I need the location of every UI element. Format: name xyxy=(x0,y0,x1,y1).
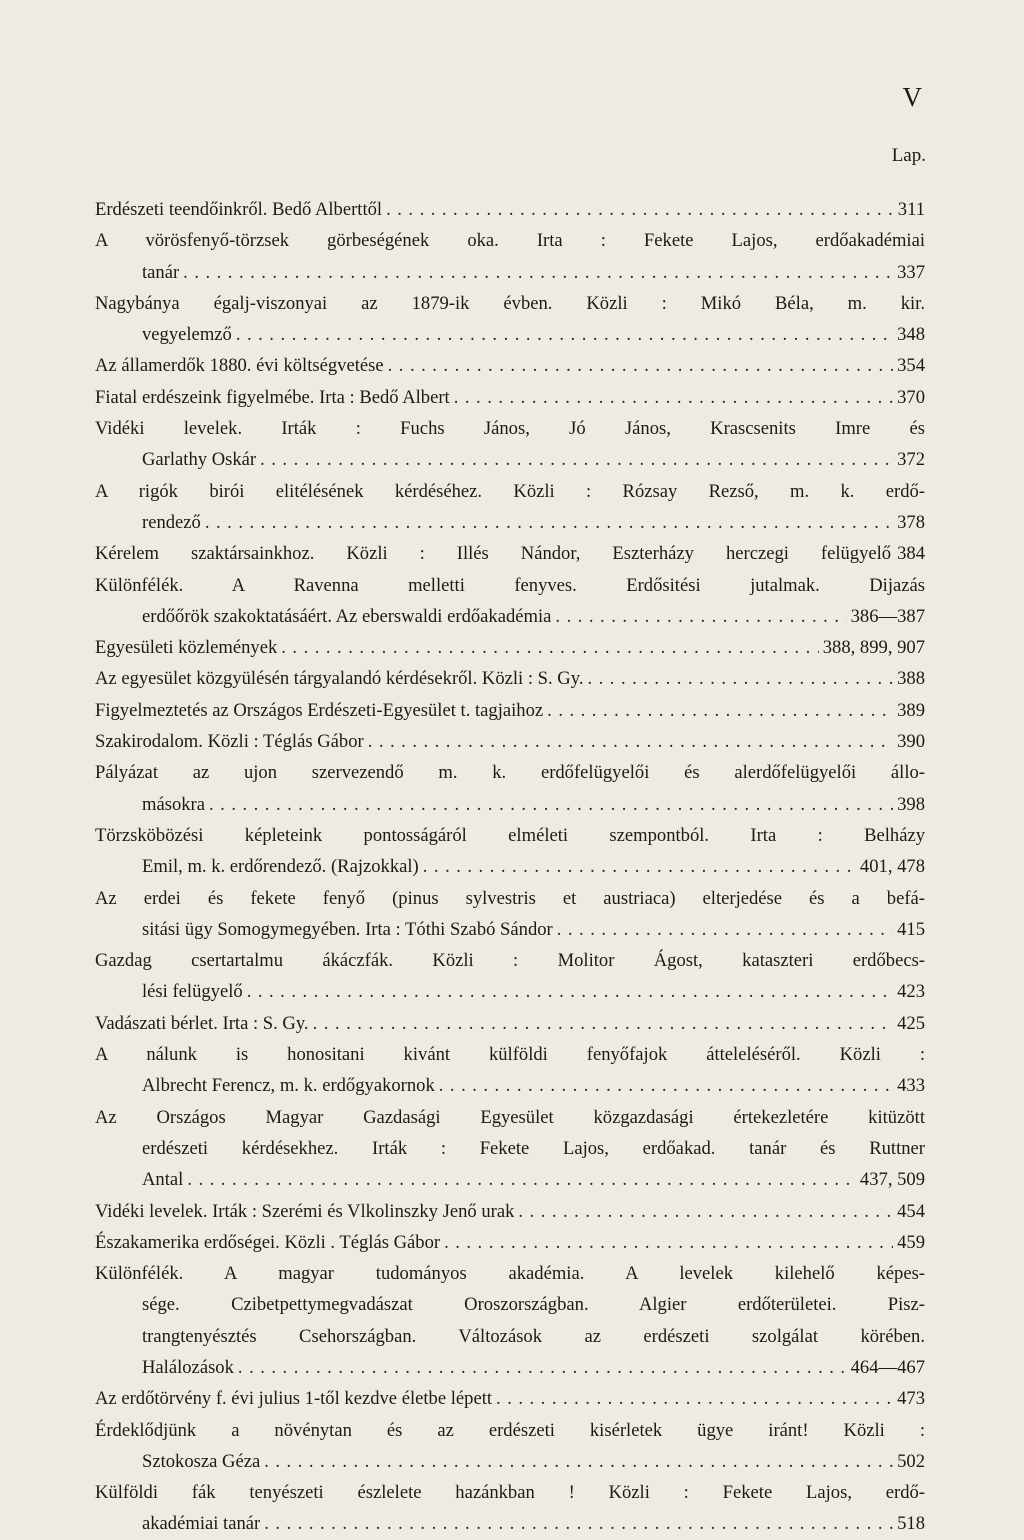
leader-dots xyxy=(260,444,893,475)
toc-entry-title: Különfélék. A Ravenna melletti fenyves. Erdősitési jutalmak. Dijazás xyxy=(95,574,925,596)
toc-page-number: 473 xyxy=(897,1388,925,1410)
leader-dots xyxy=(587,663,893,694)
toc-entry-title: Nagybánya égalj-viszonyai az 1879-ik évben. Közli : Mikó Béla, m. kir. xyxy=(95,292,925,314)
toc-entry-line xyxy=(95,444,925,475)
toc-entry-title: Figyelmeztetés az Országos Erdészeti-Egyesület t. tagjaihoz xyxy=(95,699,544,721)
toc-entry xyxy=(95,350,925,381)
toc-entry-line xyxy=(95,663,925,694)
leader-dots xyxy=(547,695,893,726)
toc-entry-line xyxy=(95,1508,925,1539)
toc-entry-line xyxy=(95,319,925,350)
toc-entry-line xyxy=(95,789,925,820)
toc-entry-line xyxy=(95,820,925,851)
toc-entry-line xyxy=(95,1415,925,1446)
toc-entry-line xyxy=(95,945,925,976)
toc-entry-title: Az erdei és fekete fenyő (pinus sylvestris et austriaca) elterjedése és a befá- xyxy=(95,887,925,909)
toc-entry-line xyxy=(95,507,925,538)
leader-dots xyxy=(496,1383,893,1414)
toc-page-number: 433 xyxy=(897,1075,925,1097)
toc-page-number: 464—467 xyxy=(850,1356,925,1378)
toc-entry xyxy=(95,413,925,476)
toc-entry-line xyxy=(95,257,925,288)
toc-entry xyxy=(95,476,925,539)
toc-page-number: 459 xyxy=(897,1231,925,1253)
toc-entry-line xyxy=(95,1321,925,1352)
toc-entry-line xyxy=(95,851,925,882)
toc-entry xyxy=(95,225,925,288)
leader-dots xyxy=(313,1008,894,1039)
toc-page-number: 378 xyxy=(897,511,925,533)
toc-entry-title: Különfélék. A magyar tudományos akadémia. A levelek kilehelő képes- xyxy=(95,1263,925,1285)
toc-entry-title: Albrecht Ferencz, m. k. erdőgyakornok xyxy=(142,1075,435,1097)
toc-entry-title: Az Országos Magyar Gazdasági Egyesület közgazdasági értekezletére kitüzött xyxy=(95,1106,925,1128)
toc-entry-title: erdőőrök szakoktatásáért. Az eberswaldi erdőakadémia xyxy=(142,605,552,627)
leader-dots xyxy=(439,1070,893,1101)
toc-entry-line xyxy=(95,382,925,413)
toc-entry-line xyxy=(95,601,925,632)
toc-entry-line xyxy=(95,1227,925,1258)
toc-entry-line xyxy=(95,1352,925,1383)
leader-dots xyxy=(264,1508,893,1539)
toc-entry-title: Emil, m. k. erdőrendező. (Rajzokkal) xyxy=(142,856,419,878)
toc-entry-title: vegyelemző xyxy=(142,324,232,346)
toc-entry-line xyxy=(95,413,925,444)
toc-entry-line xyxy=(95,976,925,1007)
toc-entry-title: Sztokosza Géza xyxy=(142,1450,261,1472)
toc-entry xyxy=(95,1227,925,1258)
leader-dots xyxy=(281,632,818,663)
toc-entry xyxy=(95,820,925,883)
toc-entry-line xyxy=(95,1070,925,1101)
toc-entry-line xyxy=(95,538,925,569)
toc-entry-line xyxy=(95,695,925,726)
leader-dots xyxy=(236,319,893,350)
toc-entry xyxy=(95,1008,925,1039)
toc-entry-title: trangtenyésztés Csehországban. Változások az erdészeti szolgálat körében. xyxy=(142,1325,925,1347)
toc-entry xyxy=(95,1039,925,1102)
toc-entry xyxy=(95,945,925,1008)
leader-dots xyxy=(557,914,893,945)
toc-entry-line xyxy=(95,726,925,757)
toc-entry xyxy=(95,632,925,663)
leader-dots xyxy=(555,601,846,632)
toc-entry xyxy=(95,757,925,820)
toc-entry-title: Északamerika erdőségei. Közli . Téglás Gábor xyxy=(95,1231,441,1253)
table-of-contents xyxy=(95,194,925,1540)
toc-entry-title: Szakirodalom. Közli : Téglás Gábor xyxy=(95,731,364,753)
toc-entry xyxy=(95,1415,925,1478)
toc-page-number: 437, 509 xyxy=(859,1169,925,1191)
toc-entry-title: Érdeklődjünk a növénytan és az erdészeti kisérletek ügye iránt! Közli : xyxy=(95,1419,925,1441)
toc-page-number: 390 xyxy=(897,731,925,753)
toc-entry-title: tanár xyxy=(142,261,180,283)
toc-entry-title: Egyesületi közlemények xyxy=(95,637,278,659)
toc-entry xyxy=(95,1383,925,1414)
leader-dots xyxy=(368,726,893,757)
toc-page-number: 518 xyxy=(897,1513,925,1535)
toc-entry-title: A vörösfenyő-törzsek görbeségének oka. Irta : Fekete Lajos, erdőakadémiai xyxy=(95,230,925,252)
toc-entry-line xyxy=(95,757,925,788)
toc-entry xyxy=(95,570,925,633)
toc-entry xyxy=(95,695,925,726)
toc-entry-line xyxy=(95,914,925,945)
toc-entry xyxy=(95,1258,925,1383)
leader-dots xyxy=(386,194,894,225)
toc-entry-line xyxy=(95,570,925,601)
toc-page-number: 384 xyxy=(897,543,925,565)
toc-page-number: 370 xyxy=(897,386,925,408)
toc-entry xyxy=(95,382,925,413)
toc-page-number: 388, 899, 907 xyxy=(822,637,925,659)
page-number: V xyxy=(902,82,922,112)
toc-entry-line xyxy=(95,1039,925,1070)
toc-entry-line xyxy=(95,225,925,256)
toc-entry-title: Törzsköbözési képleteink pontosságáról elméleti szempontból. Irta : Belházy xyxy=(95,824,925,846)
toc-entry-title: Külföldi fák tenyészeti észlelete hazánkban ! Közli : Fekete Lajos, erdő- xyxy=(95,1482,925,1504)
toc-entry-title: sége. Czibetpettymegvadászat Oroszországban. Algier erdőterületei. Pisz- xyxy=(142,1294,925,1316)
toc-entry xyxy=(95,1196,925,1227)
toc-entry-line xyxy=(95,1164,925,1195)
toc-page-number: 415 xyxy=(897,918,925,940)
toc-entry xyxy=(95,1477,925,1540)
toc-entry-line xyxy=(95,1258,925,1289)
toc-entry-line xyxy=(95,632,925,663)
toc-page-number: 454 xyxy=(897,1200,925,1222)
toc-page-number: 401, 478 xyxy=(859,856,925,878)
toc-entry-title: Vadászati bérlet. Irta : S. Gy. xyxy=(95,1012,309,1034)
toc-entry-title: Fiatal erdészeink figyelmébe. Irta : Bedő Albert xyxy=(95,386,450,408)
toc-entry-title: Kérelem szaktársainkhoz. Közli : Illés Nándor, Eszterházy herczegi felügyelő xyxy=(95,543,892,565)
toc-entry xyxy=(95,194,925,225)
toc-entry-line xyxy=(95,1196,925,1227)
toc-entry-title: A nálunk is honositani kivánt külföldi fenyőfajok átteleléséről. Közli : xyxy=(95,1044,925,1066)
toc-entry-title: Gazdag csertartalmu ákáczfák. Közli : Molitor Ágost, kataszteri erdőbecs- xyxy=(95,950,925,972)
leader-dots xyxy=(444,1227,893,1258)
toc-entry-line xyxy=(95,1383,925,1414)
toc-page-number: 354 xyxy=(897,355,925,377)
toc-entry-title: Erdészeti teendőinkről. Bedő Alberttől xyxy=(95,199,383,220)
toc-entry xyxy=(95,538,925,569)
toc-entry-title: akadémiai tanár xyxy=(142,1513,261,1535)
toc-entry-line xyxy=(95,194,925,225)
toc-page-number: 337 xyxy=(897,261,925,283)
toc-entry xyxy=(95,663,925,694)
leader-dots xyxy=(247,976,893,1007)
toc-page-number: 398 xyxy=(897,793,925,815)
toc-entry-title: Vidéki levelek. Irták : Szerémi és Vlkolinszky Jenő urak xyxy=(95,1200,515,1222)
leader-dots xyxy=(264,1446,893,1477)
toc-entry-title: Pályázat az ujon szervezendő m. k. erdőfelügyelői és alerdőfelügyelői állo- xyxy=(95,762,925,784)
toc-page-number: 389 xyxy=(897,699,925,721)
toc-entry xyxy=(95,883,925,946)
toc-entry-title: Vidéki levelek. Irták : Fuchs János, Jó János, Krascsenits Imre és xyxy=(95,418,925,440)
toc-page-number: 348 xyxy=(897,324,925,346)
leader-dots xyxy=(454,382,893,413)
toc-entry-line xyxy=(95,476,925,507)
toc-entry-title: sitási ügy Somogymegyében. Irta : Tóthi Szabó Sándor xyxy=(142,918,553,940)
toc-entry-title: Az erdőtörvény f. évi julius 1-től kezdve életbe lépett xyxy=(95,1388,493,1410)
leader-dots xyxy=(205,507,893,538)
toc-entry-line xyxy=(95,1102,925,1133)
toc-entry-title: erdészeti kérdésekhez. Irták : Fekete Lajos, erdőakad. tanár és Ruttner xyxy=(142,1137,925,1159)
toc-page-number: 423 xyxy=(897,981,925,1003)
toc-entry-title: Az egyesület közgyülésén tárgyalandó kérdésekről. Közli : S. Gy. xyxy=(95,668,584,690)
toc-page-number: 372 xyxy=(897,449,925,471)
toc-page-number: 386—387 xyxy=(850,605,925,627)
toc-entry-line xyxy=(95,288,925,319)
toc-page-number: 388 xyxy=(897,668,925,690)
toc-entry-title: Antal xyxy=(142,1169,184,1191)
toc-entry-title: Az államerdők 1880. évi költségvetése xyxy=(95,355,384,377)
toc-entry xyxy=(95,726,925,757)
toc-entry-title: másokra xyxy=(142,793,205,815)
leader-dots xyxy=(183,257,893,288)
toc-entry xyxy=(95,288,925,351)
leader-dots xyxy=(518,1196,893,1227)
toc-entry-line xyxy=(95,350,925,381)
toc-entry-title: lési felügyelő xyxy=(142,981,243,1003)
leader-dots xyxy=(209,789,893,820)
leader-dots xyxy=(388,350,893,381)
leader-dots xyxy=(238,1352,847,1383)
toc-entry-line xyxy=(95,1477,925,1508)
toc-page-number: 425 xyxy=(897,1012,925,1034)
toc-entry-line xyxy=(95,1133,925,1164)
toc-entry-line xyxy=(95,883,925,914)
column-label: Lap. xyxy=(891,145,926,166)
leader-dots xyxy=(423,851,856,882)
toc-entry-line xyxy=(95,1008,925,1039)
toc-entry-line xyxy=(95,1289,925,1320)
toc-page-number: 311 xyxy=(897,199,925,220)
toc-page-number: 502 xyxy=(897,1450,925,1472)
toc-entry-line xyxy=(95,1446,925,1477)
toc-entry-title: Halálozások xyxy=(142,1356,234,1378)
toc-entry xyxy=(95,1102,925,1196)
toc-entry-title: A rigók birói elitélésének kérdéséhez. Közli : Rózsay Rezső, m. k. erdő- xyxy=(95,480,925,502)
toc-entry-title: rendező xyxy=(142,511,201,533)
toc-entry-title: Garlathy Oskár xyxy=(142,449,257,471)
leader-dots xyxy=(187,1164,856,1195)
